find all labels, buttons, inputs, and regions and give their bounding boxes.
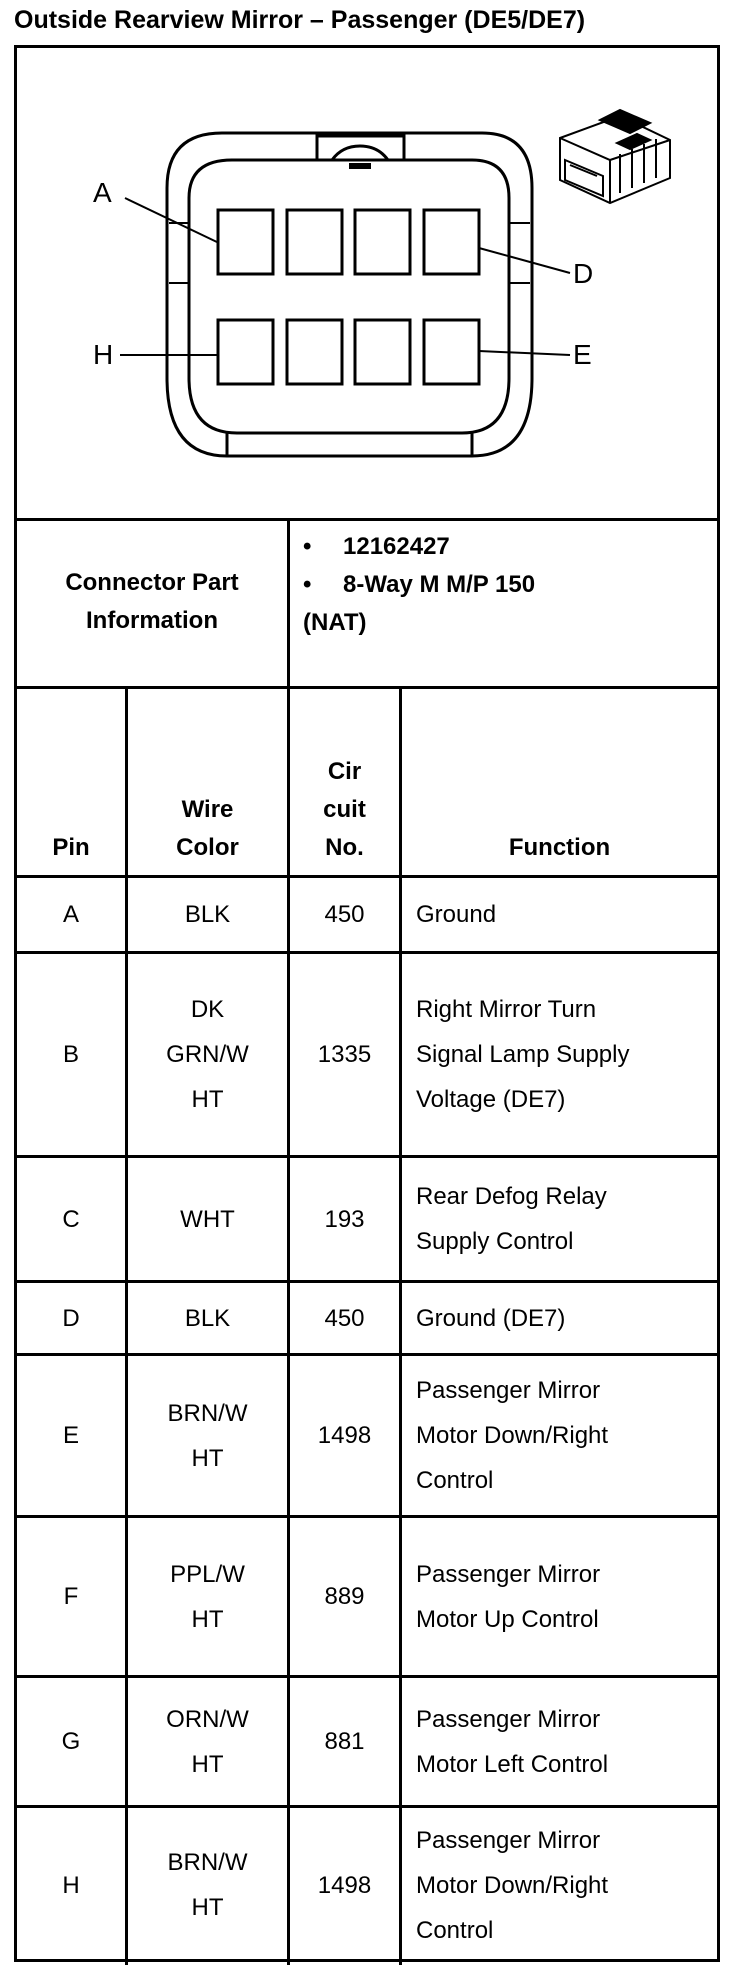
circuit-cell: 193	[324, 1205, 365, 1233]
pin-cell: B	[62, 1041, 79, 1068]
pin-cell: E	[62, 1422, 79, 1449]
wire-color-cell: PPL/W HT	[170, 1560, 245, 1633]
function-cell: Ground	[416, 901, 497, 928]
pin-cell: H	[62, 1871, 80, 1899]
wire-color-cell: BRN/W HT	[167, 1399, 248, 1472]
list-item: • 12162427	[303, 528, 703, 566]
header-wire-color: Wire Color	[176, 796, 239, 861]
connector-type: 8-Way M M/P 150	[343, 571, 536, 598]
wire-color-cell: WHT	[180, 1205, 235, 1233]
connector-frame	[14, 45, 720, 1962]
pin-cell: C	[62, 1205, 80, 1233]
function-cell: Passenger Mirror Motor Down/Right Control	[416, 1377, 609, 1494]
pin-cell: F	[63, 1583, 79, 1610]
function-cell: Right Mirror Turn Signal Lamp Supply Voltage (DE7)	[416, 996, 630, 1113]
connector-note: (NAT)	[303, 609, 367, 636]
wire-color-cell: BLK	[184, 1304, 231, 1332]
connector-shell-inner	[189, 160, 509, 433]
circuit-cell: 450	[324, 1304, 365, 1332]
function-cell: Passenger Mirror Motor Left Control	[416, 1705, 609, 1778]
header-circuit-no: Cir cuit No.	[323, 758, 366, 861]
pin-cavity-c	[355, 210, 410, 274]
part-number: 12162427	[343, 533, 450, 560]
pin-cavity-b	[287, 210, 342, 274]
circuit-cell: 881	[324, 1728, 365, 1755]
pin-label-h: H	[93, 339, 114, 370]
connector-latch	[317, 136, 404, 160]
pin-label-e: E	[573, 339, 592, 370]
pin-cell: G	[61, 1728, 81, 1755]
function-cell: Passenger Mirror Motor Up Control	[416, 1560, 601, 1633]
pin-cavity-e	[424, 320, 479, 384]
pin-cavity-h	[218, 320, 273, 384]
connector-3d-icon	[560, 110, 670, 203]
list-item: • 8-Way M M/P 150	[303, 566, 703, 604]
pin-label-a: A	[93, 177, 112, 208]
pin-cavity-d	[424, 210, 479, 274]
function-cell: Rear Defog Relay Supply Control	[416, 1183, 607, 1255]
pin-cavity-g	[287, 320, 342, 384]
circuit-cell: 1498	[317, 1871, 372, 1899]
wire-color-cell: DK GRN/W HT	[166, 996, 249, 1113]
wire-color-cell: ORN/W HT	[166, 1705, 249, 1778]
connector-shell-outer	[167, 133, 532, 456]
wire-color-cell: BRN/W HT	[167, 1849, 248, 1921]
connector-diagram	[17, 48, 717, 518]
wire-color-cell: BLK	[184, 901, 231, 928]
circuit-cell: 1335	[317, 1041, 372, 1068]
page-title: Outside Rearview Mirror – Passenger (DE5/DE7)	[14, 6, 586, 34]
function-cell: Ground (DE7)	[416, 1304, 566, 1332]
pin-label-d: D	[573, 258, 594, 289]
connector-part-info-label: Connector Part Information	[65, 569, 239, 634]
header-function: Function	[508, 834, 611, 861]
pin-cavity-f	[355, 320, 410, 384]
pin-cavity-a	[218, 210, 273, 274]
pin-cell: D	[62, 1304, 80, 1332]
pin-cell: A	[62, 901, 79, 928]
circuit-cell: 450	[324, 901, 365, 928]
function-cell: Passenger Mirror Motor Down/Right Control	[416, 1826, 609, 1944]
circuit-cell: 889	[324, 1583, 365, 1610]
connector-key	[227, 433, 472, 456]
header-pin: Pin	[52, 834, 90, 861]
circuit-cell: 1498	[317, 1422, 372, 1449]
connector-part-info-list	[303, 528, 703, 642]
